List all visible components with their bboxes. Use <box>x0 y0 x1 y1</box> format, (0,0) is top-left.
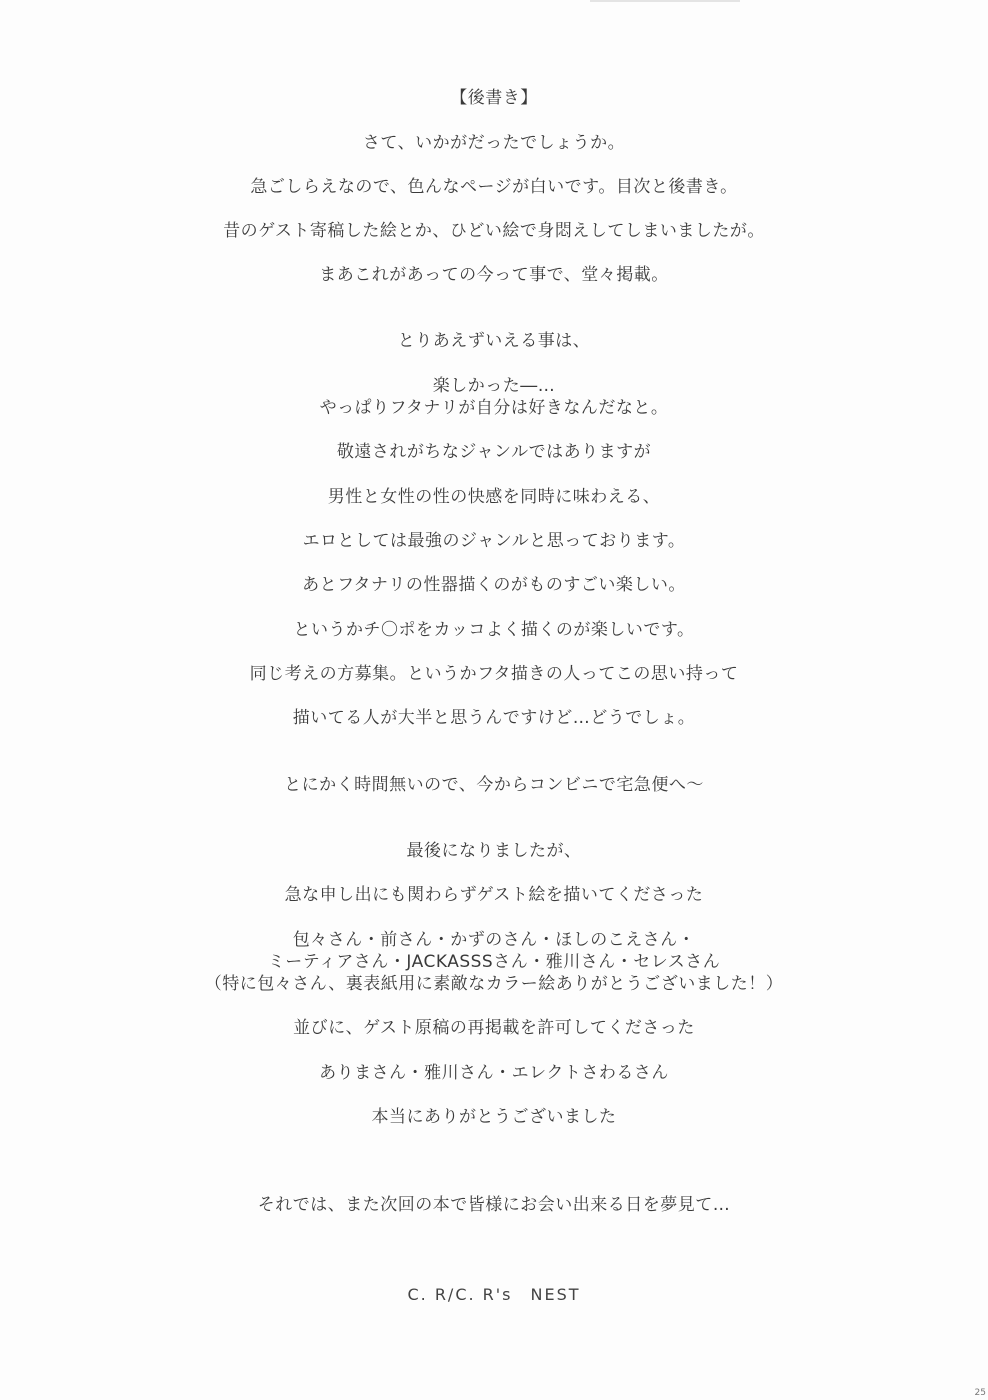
text-line: 敬遠されがちなジャンルではありますが <box>336 442 652 462</box>
text-line: ミーティアさん・JACKASSSさん・雅川さん・セレスさん <box>267 952 721 972</box>
afterword-heading: 【後書き】 <box>450 88 538 108</box>
text-line: 男性と女性の性の快感を同時に味わえる、 <box>327 487 661 507</box>
text-line: 同じ考えの方募集。というかフタ描きの人ってこの思い持って <box>249 664 739 684</box>
scan-edge-mark <box>590 0 740 2</box>
text-line: 急な申し出にも関わらずゲスト絵を描いてくださった <box>284 885 704 905</box>
circle-signature: C. R/C. R's NEST <box>407 1285 581 1304</box>
text-line: とにかく時間無いので、今からコンビニで宅急便へ～ <box>284 775 704 795</box>
text-line: ありまさん・雅川さん・エレクトさわるさん <box>319 1063 669 1083</box>
text-line: やっぱりフタナリが自分は好きなんだなと。 <box>319 398 669 418</box>
text-line: さて、いかがだったでしょうか。 <box>362 133 626 153</box>
text-line: とりあえずいえる事は、 <box>397 331 591 351</box>
text-line: エロとしては最強のジャンルと思っております。 <box>302 531 686 551</box>
text-line: 楽しかった―… <box>432 376 556 396</box>
text-line: 急ごしらえなので、色んなページが白いです。目次と後書き。 <box>250 177 738 197</box>
page-number: 25 <box>974 1388 986 1398</box>
text-line: あとフタナリの性器描くのがものすごい楽しい。 <box>302 575 686 595</box>
text-line: というかチ〇ポをカッコよく描くのが楽しいです。 <box>293 620 695 640</box>
text-line: まあこれがあっての今って事で、堂々掲載。 <box>319 265 669 285</box>
text-line: 包々さん・前さん・かずのさん・ほしのこえさん・ <box>292 930 696 950</box>
text-line: （特に包々さん、裏表紙用に素敵なカラー絵ありがとうございました！） <box>204 974 784 994</box>
text-line: 昔のゲスト寄稿した絵とか、ひどい絵で身悶えしてしまいましたが。 <box>223 221 765 241</box>
text-line: 並びに、ゲスト原稿の再掲載を許可してくださった <box>293 1018 695 1038</box>
text-line: 描いてる人が大半と思うんですけど…どうでしょ。 <box>292 708 696 728</box>
text-line: 最後になりましたが、 <box>406 841 582 861</box>
closing-line: それでは、また次回の本で皆様にお会い出来る日を夢見て… <box>257 1195 731 1215</box>
text-line: 本当にありがとうございました <box>371 1107 617 1127</box>
